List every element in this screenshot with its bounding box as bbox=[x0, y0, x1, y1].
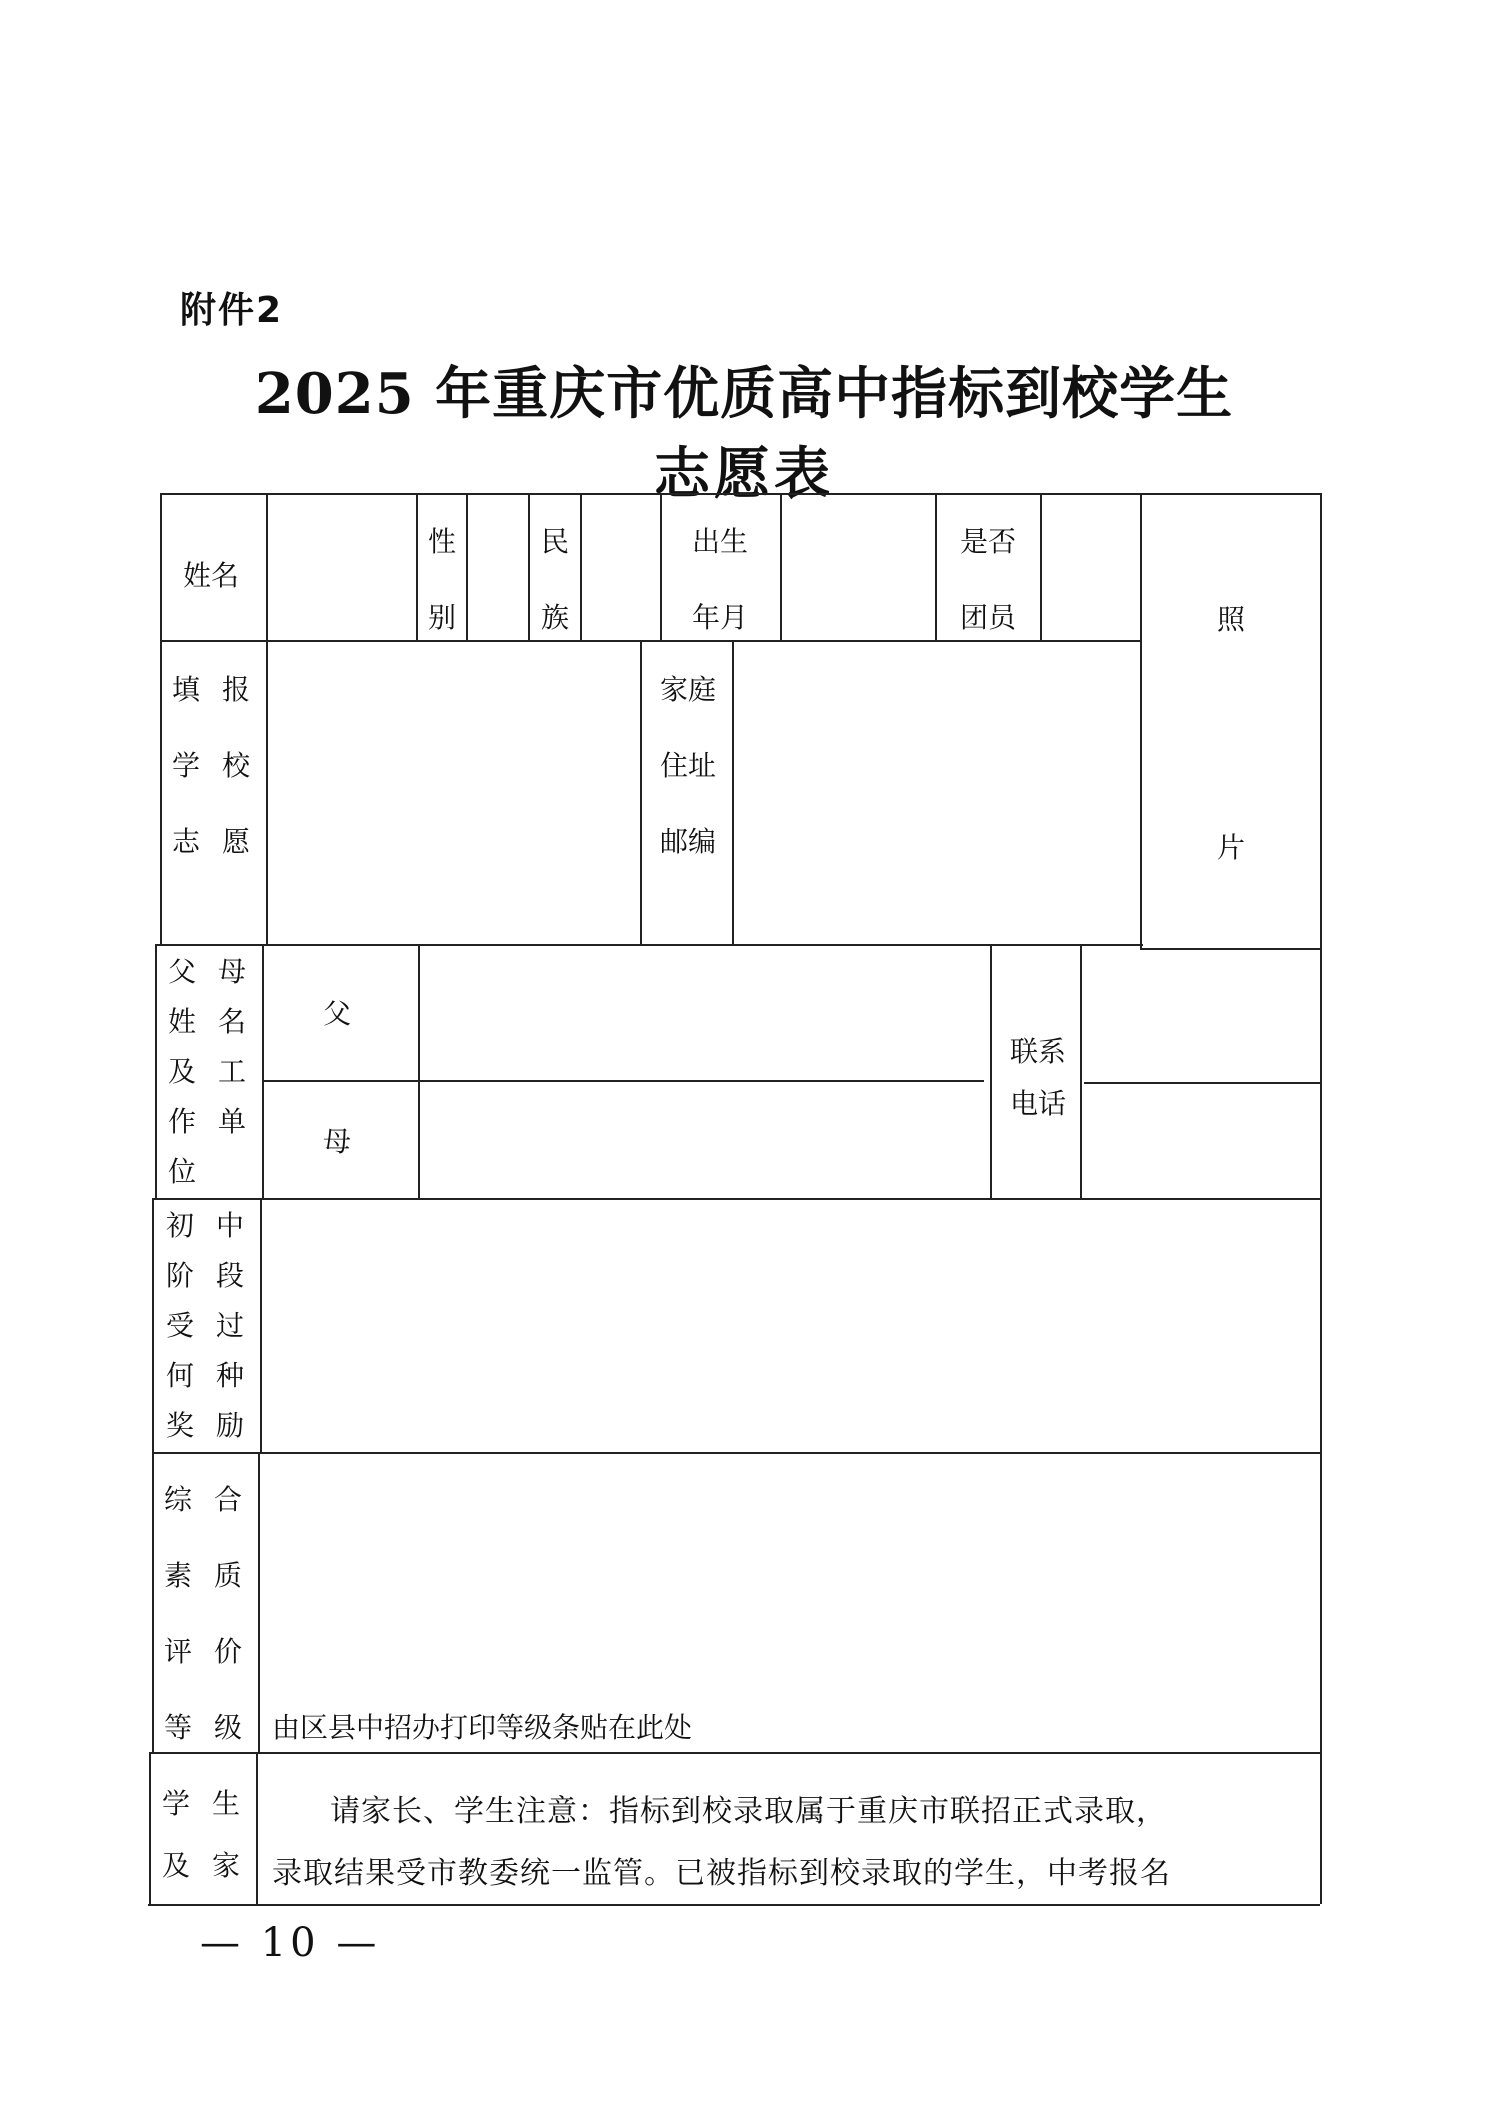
gender-label: 性 bbox=[427, 525, 456, 558]
table-right-border bbox=[1320, 493, 1322, 1904]
birth-label: 出生 bbox=[692, 525, 749, 558]
cell-divider bbox=[935, 493, 937, 640]
cell-divider bbox=[416, 493, 418, 640]
row-divider bbox=[1140, 948, 1322, 950]
cell-divider bbox=[1080, 944, 1082, 1198]
school-choice-label: 志愿 bbox=[172, 825, 273, 858]
evaluation-label: 综合 bbox=[164, 1483, 265, 1516]
ethnicity-label: 族 bbox=[540, 601, 569, 634]
attachment-label: 附件2 bbox=[180, 290, 284, 331]
cell-divider bbox=[640, 640, 642, 944]
row-divider bbox=[1084, 1082, 1320, 1084]
cell-divider bbox=[528, 493, 530, 640]
page-number: — 10 — bbox=[200, 1920, 381, 1966]
contact-phone-label: 联系 bbox=[1010, 1035, 1067, 1068]
gender-label: 别 bbox=[427, 601, 456, 634]
photo-label: 片 bbox=[1217, 831, 1246, 864]
cell-divider bbox=[1040, 493, 1042, 640]
name-label: 姓名 bbox=[183, 559, 240, 592]
form-subtitle: 志愿表 bbox=[654, 441, 834, 507]
birth-label: 年月 bbox=[692, 601, 749, 634]
evaluation-note: 由区县中招办打印等级条贴在此处 bbox=[272, 1711, 693, 1744]
father-label: 父 bbox=[323, 997, 352, 1030]
row-divider bbox=[262, 1080, 984, 1082]
table-left-border bbox=[152, 1198, 154, 1754]
awards-label: 何种 bbox=[166, 1359, 267, 1392]
table-left-border bbox=[149, 1752, 151, 1904]
evaluation-label: 等级 bbox=[164, 1711, 265, 1744]
form-title: 2025 年重庆市优质高中指标到校学生 bbox=[254, 361, 1234, 427]
league-member-label: 团员 bbox=[960, 601, 1017, 634]
student-parent-label: 及家 bbox=[162, 1849, 263, 1882]
parents-label: 位 bbox=[168, 1155, 219, 1188]
cell-divider bbox=[418, 944, 420, 1198]
awards-label: 阶段 bbox=[166, 1259, 267, 1292]
address-label: 邮编 bbox=[660, 825, 717, 858]
photo-label: 照 bbox=[1217, 603, 1246, 636]
cell-divider bbox=[780, 493, 782, 640]
row-divider bbox=[152, 1452, 1320, 1454]
cell-divider bbox=[732, 640, 734, 944]
table-top-border bbox=[160, 493, 1322, 495]
awards-label: 初中 bbox=[166, 1209, 267, 1242]
row-divider bbox=[152, 1198, 1320, 1200]
cell-divider bbox=[580, 493, 582, 640]
table-left-border bbox=[160, 493, 162, 945]
address-label: 家庭 bbox=[660, 673, 717, 706]
league-member-label: 是否 bbox=[960, 525, 1017, 558]
awards-label: 奖励 bbox=[166, 1409, 267, 1442]
address-label: 住址 bbox=[660, 749, 717, 782]
table-left-border bbox=[155, 944, 157, 1198]
notice-text: 录取结果受市教委统一监管。已被指标到校录取的学生，中考报名 bbox=[272, 1856, 1171, 1891]
school-choice-label: 学校 bbox=[172, 749, 273, 782]
parents-label: 父母 bbox=[168, 955, 269, 988]
row-divider bbox=[160, 640, 1142, 642]
notice-text: 请家长、学生注意：指标到校录取属于重庆市联招正式录取， bbox=[330, 1794, 1167, 1829]
evaluation-label: 评价 bbox=[164, 1635, 265, 1668]
ethnicity-label: 民 bbox=[540, 525, 569, 558]
table-bottom-border bbox=[148, 1904, 1320, 1906]
awards-label: 受过 bbox=[166, 1309, 267, 1342]
parents-label: 作单 bbox=[168, 1105, 269, 1138]
parents-label: 及工 bbox=[168, 1055, 269, 1088]
cell-divider bbox=[466, 493, 468, 640]
parents-label: 姓名 bbox=[168, 1005, 269, 1038]
row-divider bbox=[155, 944, 1143, 946]
cell-divider bbox=[660, 493, 662, 640]
cell-divider bbox=[990, 944, 992, 1198]
row-divider bbox=[150, 1752, 1320, 1754]
cell-divider bbox=[266, 493, 268, 640]
mother-label: 母 bbox=[323, 1125, 352, 1158]
photo-cell-border bbox=[1140, 493, 1142, 948]
student-parent-label: 学生 bbox=[162, 1787, 263, 1820]
evaluation-label: 素质 bbox=[164, 1559, 265, 1592]
contact-phone-label: 电话 bbox=[1010, 1087, 1067, 1120]
school-choice-label: 填报 bbox=[172, 673, 273, 706]
